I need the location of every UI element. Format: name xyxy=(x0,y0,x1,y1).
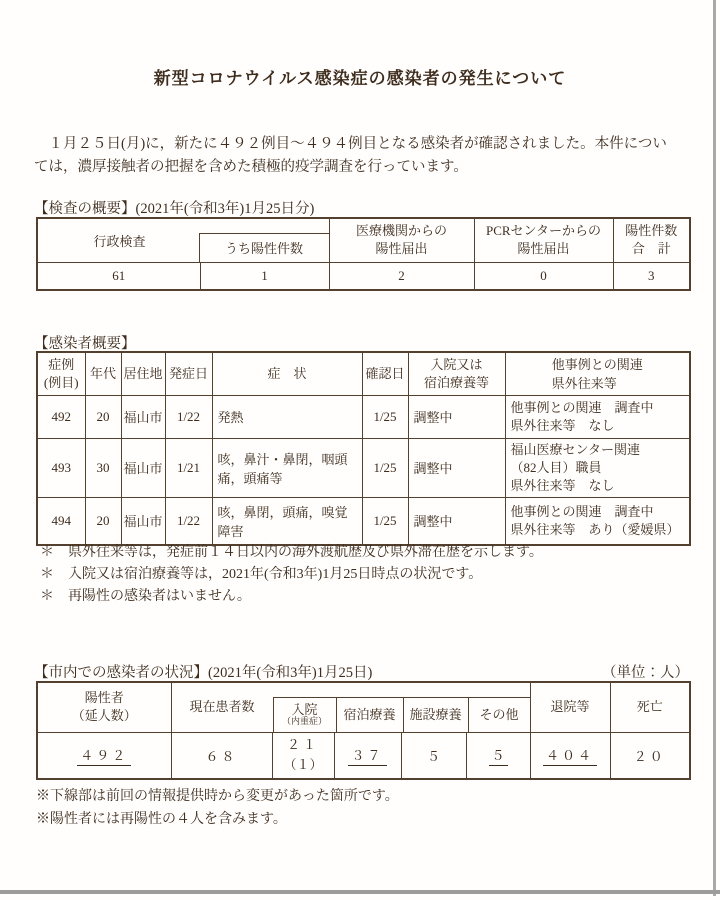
case-row-493 xyxy=(37,438,690,497)
inspection-header-row xyxy=(37,218,690,262)
case-onset: 1/22 xyxy=(165,497,212,545)
page-frame-right xyxy=(713,0,716,896)
lodging-value: ３７ xyxy=(334,732,401,779)
case-no: 493 xyxy=(37,438,85,497)
case-relation: 他事例との関連 調査中 県外往来等 あり（愛媛県） xyxy=(505,497,690,545)
page-title: 新型コロナウイルス感染症の感染者の発生について xyxy=(153,69,567,88)
case-confirmed: 1/25 xyxy=(362,497,408,545)
cases-section-heading: 【感染者概要】 xyxy=(34,336,136,352)
intro-line-2: ては，濃厚接触者の把握を含めた積極的疫学調査を行っています。 xyxy=(34,159,468,175)
footnote-2: ＊ 入院又は宿泊療養等は，2021年(令和3年)1月25日時点の状況です。 xyxy=(40,567,483,582)
intro-paragraph xyxy=(34,133,694,179)
status-notes xyxy=(36,785,399,831)
case-confirmed: 1/25 xyxy=(362,395,408,438)
case-age: 20 xyxy=(85,497,121,545)
total-value: 3 xyxy=(613,262,690,290)
case-age: 30 xyxy=(85,438,121,497)
case-symptoms: 咳，鼻汁・鼻閉，咽頭痛，頭痛等 xyxy=(212,438,362,497)
case-no: 494 xyxy=(37,497,85,545)
status-note-1: ※下線部は前回の情報提供時から変更があった箇所です。 xyxy=(36,789,399,804)
current-value: ６８ xyxy=(171,732,272,779)
symptoms-header: 症 状 xyxy=(212,352,362,395)
age-header: 年代 xyxy=(85,352,121,395)
cases-header-row xyxy=(37,352,690,395)
hospitalized-value: ２１ （１） xyxy=(272,732,334,779)
facility-header: 施設療養 xyxy=(403,698,468,732)
other-value: ５ xyxy=(466,732,530,779)
case-footnotes xyxy=(40,542,543,608)
admin-test-value: 61 xyxy=(37,262,200,290)
current-patients-header: 現在患者数 xyxy=(189,699,255,715)
case-hospital: 調整中 xyxy=(408,438,505,497)
inspection-table xyxy=(36,217,691,291)
case-hospital: 調整中 xyxy=(408,395,505,438)
page-frame-bottom xyxy=(0,890,720,894)
positive-value: ４９２ xyxy=(37,732,171,779)
medical-header: 医療機関からの 陽性届出 xyxy=(329,218,474,262)
admin-test-header: 行政検査 xyxy=(93,233,146,249)
death-value: ２０ xyxy=(610,732,690,779)
death-header: 死亡 xyxy=(610,682,690,732)
case-hospital: 調整中 xyxy=(408,497,505,545)
footnote-1: ＊ 県外往来等は，発症前１４日以内の海外渡航歴及び県外滞在歴を示します。 xyxy=(40,545,543,560)
status-unit-label: （単位：人） xyxy=(602,665,689,681)
hospital-header: 入院又は 宿泊療養等 xyxy=(408,352,505,395)
inspection-heading-date: (2021年(令和3年)1月25日分) xyxy=(135,201,315,217)
hospitalized-header: 入院 （内重症） xyxy=(273,698,336,732)
inspection-value-row xyxy=(37,262,690,290)
lodging-header: 宿泊療養 xyxy=(336,698,403,732)
medical-value: 2 xyxy=(329,262,474,290)
status-heading-left: 【市内での感染者の状況】(2021年(令和3年)1月25日) xyxy=(34,665,373,681)
discharged-header: 退院等 xyxy=(530,682,610,732)
pcr-value: 0 xyxy=(474,262,613,290)
residence-header: 居住地 xyxy=(121,352,165,395)
case-relation: 福山医療センター関連 （82人目）職員 県外往来等 なし xyxy=(505,438,690,497)
other-header: その他 xyxy=(468,698,530,732)
case-row-492 xyxy=(37,395,690,438)
pcr-header: PCRセンターからの 陽性届出 xyxy=(474,218,613,262)
case-onset: 1/21 xyxy=(165,438,212,497)
case-residence: 福山市 xyxy=(121,438,165,497)
status-table xyxy=(36,681,691,780)
case-age: 20 xyxy=(85,395,121,438)
case-no-header: 症例 (例目) xyxy=(37,352,85,395)
status-section-heading xyxy=(34,661,689,682)
current-patients-header-cell xyxy=(171,682,530,732)
case-row-494 xyxy=(37,497,690,545)
footnote-3: ＊ 再陽性の感染者はいません。 xyxy=(40,589,251,604)
status-value-row xyxy=(37,732,690,779)
cases-table xyxy=(36,351,691,546)
case-symptoms: 発熱 xyxy=(212,395,362,438)
onset-header: 発症日 xyxy=(165,352,212,395)
intro-line-1: １月２５日(月)に，新たに４９２例目～４９４例目となる感染者が確認されました。本件につい xyxy=(34,136,667,152)
relation-header: 他事例との関連 県外往来等 xyxy=(505,352,690,395)
facility-value: ５ xyxy=(401,732,466,779)
status-note-2: ※陽性者には再陽性の４人を含みます。 xyxy=(36,812,287,827)
case-no: 492 xyxy=(37,395,85,438)
total-header: 陽性件数 合 計 xyxy=(613,218,690,262)
current-subcolumns xyxy=(273,697,530,732)
case-residence: 福山市 xyxy=(121,395,165,438)
positive-header: 陽性者 （延人数） xyxy=(37,682,171,732)
case-confirmed: 1/25 xyxy=(362,438,408,497)
case-symptoms: 咳，鼻閉，頭痛，嗅覚障害 xyxy=(212,497,362,545)
admin-positive-header: うち陽性件数 xyxy=(199,233,329,262)
discharged-value: ４０４ xyxy=(530,732,610,779)
inspection-heading-label: 【検査の概要】 xyxy=(34,201,136,217)
status-header-row xyxy=(37,682,690,732)
inspection-section-heading xyxy=(34,197,314,218)
case-residence: 福山市 xyxy=(121,497,165,545)
case-onset: 1/22 xyxy=(165,395,212,438)
admin-positive-value: 1 xyxy=(200,262,329,290)
case-relation: 他事例との関連 調査中 県外往来等 なし xyxy=(505,395,690,438)
confirmed-header: 確認日 xyxy=(362,352,408,395)
admin-test-header-cell xyxy=(37,218,329,262)
